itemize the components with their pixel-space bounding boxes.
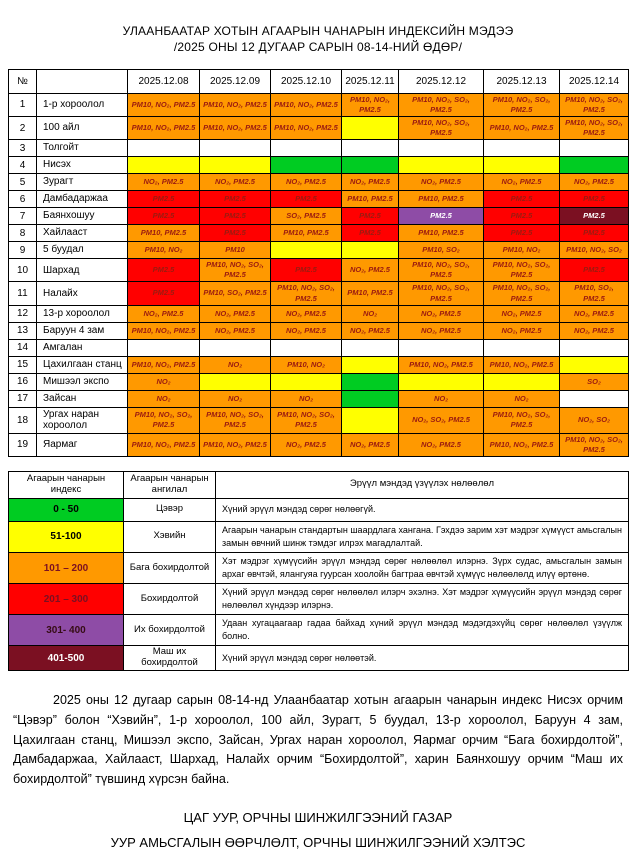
aqi-header-date: 2025.12.08 [128, 69, 200, 93]
aqi-cell: NO₂, PM2.5 [399, 305, 484, 322]
health-effect: Хүний эрүүл мэндэд сөрөг нөлөөтэй. [216, 646, 629, 671]
aqi-cell: PM2.5 [200, 191, 271, 208]
aqi-classification: Бохирдолтой [124, 584, 216, 615]
aqi-header-row [9, 69, 629, 93]
report-footer [0, 806, 636, 855]
aqi-cell [484, 157, 560, 174]
legend-row [9, 553, 629, 584]
aqi-table [8, 69, 629, 457]
aqi-cell: PM10, NO₂, PM2.5 [200, 116, 271, 139]
aqi-cell: PM10, NO₂, PM2.5 [271, 116, 342, 139]
station-name: Дамбадаржаа [37, 191, 128, 208]
row-number: 13 [9, 322, 37, 339]
aqi-cell [271, 157, 342, 174]
station-name: Цахилгаан станц [37, 356, 128, 373]
table-row [9, 282, 629, 305]
aqi-range: 51-100 [9, 521, 124, 552]
aqi-cell: PM2.5 [128, 208, 200, 225]
health-effect: Агаарын чанарын стандартын шаардлага хангана. Гэхдээ зарим хэт мэдрэг хүмүүст амьсгалын замын өвчний шинж тэмдэг илрэх магадлалтай. [216, 521, 629, 552]
summary-paragraph: 2025 оны 12 дугаар сарын 08-14-нд Улаанбаатар хотын агаарын чанарын индекс Нисэх орчим “Цэвэр” болон “Хэвийн”, 1-р хороолол, 100 айл, Зурагт, 5 буудал, 13-р хороолол, Баруун 4 зам, Цахилгаан станц, Мишээл экспо, Зайсан, Ургах наран хороолол, Яармаг орчим “Бага бохирдолтой”, Дамбадаржаа, Хайлааст, Шархад, Налайх орчим “Бохирдолтой”, харин Баянхошуу орчим “Маш их бохирдолтой” түвшинд хүрсэн байна. [13, 693, 623, 787]
table-row [9, 242, 629, 259]
aqi-classification: Бага бохирдолтой [124, 553, 216, 584]
row-number: 1 [9, 93, 37, 116]
aqi-cell: PM10, NO₂, PM2.5 [271, 93, 342, 116]
table-row [9, 191, 629, 208]
aqi-cell: PM10, NO₂, PM2.5 [342, 93, 399, 116]
aqi-cell [342, 140, 399, 157]
aqi-cell: NO₂, PM2.5 [128, 305, 200, 322]
aqi-cell: NO₂ [342, 305, 399, 322]
aqi-cell: NO₂, PM2.5 [484, 305, 560, 322]
row-number: 9 [9, 242, 37, 259]
aqi-cell: PM10, NO₂, SO₂, PM2.5 [560, 93, 629, 116]
aqi-cell: NO₂, PM2.5 [399, 433, 484, 456]
aqi-cell [484, 339, 560, 356]
aqi-cell: NO₂, PM2.5 [271, 174, 342, 191]
aqi-cell: NO₂, PM2.5 [271, 322, 342, 339]
station-name: Ургах наран хороолол [37, 407, 128, 433]
aqi-cell [200, 373, 271, 390]
station-name: Яармаг [37, 433, 128, 456]
table-row [9, 93, 629, 116]
aqi-cell: PM10, NO₂, SO₂, PM2.5 [560, 433, 629, 456]
legend-row [9, 615, 629, 646]
aqi-cell: NO₂, PM2.5 [484, 174, 560, 191]
aqi-header-date: 2025.12.14 [560, 69, 629, 93]
aqi-cell: PM10, NO₂, SO₂, PM2.5 [484, 259, 560, 282]
aqi-cell: PM10, NO₂, SO₂ [560, 242, 629, 259]
aqi-cell [560, 339, 629, 356]
aqi-cell: PM2.5 [200, 208, 271, 225]
station-name: Налайх [37, 282, 128, 305]
table-row [9, 339, 629, 356]
aqi-cell [484, 373, 560, 390]
aqi-cell: PM2.5 [128, 191, 200, 208]
aqi-range: 101 – 200 [9, 553, 124, 584]
aqi-cell: PM2.5 [560, 259, 629, 282]
aqi-cell: PM2.5 [342, 208, 399, 225]
aqi-header-date: 2025.12.10 [271, 69, 342, 93]
row-number: 7 [9, 208, 37, 225]
aqi-header-date: 2025.12.09 [200, 69, 271, 93]
aqi-cell: PM10, NO₂, SO₂, PM2.5 [271, 407, 342, 433]
aqi-cell: PM2.5 [484, 208, 560, 225]
aqi-range: 0 - 50 [9, 498, 124, 521]
aqi-cell: NO₂ [128, 390, 200, 407]
aqi-cell: PM2.5 [484, 225, 560, 242]
aqi-cell [342, 373, 399, 390]
aqi-header-date: 2025.12.12 [399, 69, 484, 93]
aqi-legend-table [8, 471, 629, 671]
aqi-classification: Их бохирдолтой [124, 615, 216, 646]
station-name: Мишээл экспо [37, 373, 128, 390]
aqi-cell: NO₂, SO₂, PM2.5 [399, 407, 484, 433]
aqi-cell: NO₂, PM2.5 [342, 433, 399, 456]
aqi-cell: PM2.5 [128, 259, 200, 282]
legend-table-body [9, 498, 629, 670]
aqi-cell: NO₂ [200, 356, 271, 373]
aqi-cell: NO₂, PM2.5 [560, 322, 629, 339]
aqi-cell: NO₂, SO₂ [560, 407, 629, 433]
row-number: 3 [9, 140, 37, 157]
aqi-cell: PM10, NO₂, PM2.5 [128, 93, 200, 116]
station-name: 13-р хороолол [37, 305, 128, 322]
table-row [9, 116, 629, 139]
aqi-cell: PM10, NO₂, SO₂, PM2.5 [271, 282, 342, 305]
aqi-header-num: № [9, 69, 37, 93]
row-number: 19 [9, 433, 37, 456]
aqi-cell [200, 339, 271, 356]
table-row [9, 356, 629, 373]
aqi-range: 301- 400 [9, 615, 124, 646]
aqi-cell: NO₂ [484, 390, 560, 407]
row-number: 12 [9, 305, 37, 322]
table-row [9, 305, 629, 322]
aqi-classification: Маш их бохирдолтой [124, 646, 216, 671]
table-row [9, 140, 629, 157]
aqi-cell: NO₂, PM2.5 [560, 174, 629, 191]
aqi-cell: PM10, PM2.5 [399, 225, 484, 242]
aqi-cell [484, 140, 560, 157]
aqi-cell: NO₂ [399, 390, 484, 407]
legend-table-head [9, 471, 629, 498]
legend-row [9, 646, 629, 671]
aqi-cell: NO₂, PM2.5 [271, 433, 342, 456]
aqi-cell: PM10, NO₂, PM2.5 [128, 433, 200, 456]
aqi-cell: PM2.5 [128, 282, 200, 305]
row-number: 15 [9, 356, 37, 373]
table-row [9, 225, 629, 242]
aqi-cell: PM10, NO₂, SO₂, PM2.5 [484, 407, 560, 433]
table-row [9, 259, 629, 282]
aqi-cell: PM10, NO₂, SO₂, PM2.5 [484, 282, 560, 305]
table-row [9, 390, 629, 407]
aqi-cell [271, 373, 342, 390]
aqi-classification: Цэвэр [124, 498, 216, 521]
aqi-cell: NO₂, PM2.5 [200, 322, 271, 339]
aqi-cell: PM10 [200, 242, 271, 259]
aqi-cell: PM10, NO₂, SO₂, PM2.5 [200, 259, 271, 282]
station-name: Нисэх [37, 157, 128, 174]
health-effect: Хэт мэдрэг хүмүүсийн эрүүл мэндэд сөрөг нөлөөлөл илэрнэ. Зүрх судас, амьсгалын замын архаг өвчтэй, ялангуяа гуурсан хоолойн багтраа өвчтэй хүмүүс нөлөөлөлд илүү өртөнө. [216, 553, 629, 584]
aqi-cell: PM10, NO₂, SO₂, PM2.5 [128, 407, 200, 433]
aqi-cell: PM10, NO₂, PM2.5 [128, 356, 200, 373]
aqi-header-name [37, 69, 128, 93]
aqi-cell: SO₂ [560, 373, 629, 390]
table-row [9, 322, 629, 339]
row-number: 5 [9, 174, 37, 191]
aqi-table-body [9, 93, 629, 456]
aqi-cell: NO₂, PM2.5 [399, 174, 484, 191]
aqi-cell: PM10, NO₂ [484, 242, 560, 259]
row-number: 4 [9, 157, 37, 174]
aqi-cell: NO₂, PM2.5 [128, 174, 200, 191]
aqi-cell [342, 356, 399, 373]
station-name: Баруун 4 зам [37, 322, 128, 339]
aqi-cell: PM2.5 [271, 191, 342, 208]
report-title [0, 24, 636, 56]
aqi-cell: PM2.5 [200, 225, 271, 242]
station-name: Шархад [37, 259, 128, 282]
aqi-cell: PM10, PM2.5 [128, 225, 200, 242]
aqi-cell: PM10, NO₂, SO₂, PM2.5 [399, 282, 484, 305]
aqi-cell [399, 157, 484, 174]
aqi-cell [560, 140, 629, 157]
health-effect: Хүний эрүүл мэндэд сөрөг нөлөөлөл илэрч эхэлнэ. Хэт мэдрэг хүмүүсийн эрүүл мэндэд сөрөг нөлөөлөл хүндээр илэрнэ. [216, 584, 629, 615]
row-number: 18 [9, 407, 37, 433]
aqi-cell: PM10, PM2.5 [399, 191, 484, 208]
table-row [9, 174, 629, 191]
aqi-cell [200, 140, 271, 157]
row-number: 6 [9, 191, 37, 208]
aqi-cell: PM10, NO₂ [271, 356, 342, 373]
aqi-cell: PM10, PM2.5 [342, 191, 399, 208]
legend-row [9, 584, 629, 615]
aqi-cell [399, 339, 484, 356]
aqi-cell: PM10, SO₂, PM2.5 [560, 282, 629, 305]
legend-row [9, 521, 629, 552]
legend-header: Эрүүл мэндэд үзүүлэх нөлөөлөл [216, 471, 629, 498]
table-row [9, 407, 629, 433]
aqi-cell [342, 407, 399, 433]
table-row [9, 157, 629, 174]
aqi-cell: PM10, SO₂ [399, 242, 484, 259]
aqi-header-date: 2025.12.13 [484, 69, 560, 93]
aqi-cell: PM10, NO₂, PM2.5 [484, 356, 560, 373]
aqi-cell: NO₂ [271, 390, 342, 407]
aqi-cell [399, 373, 484, 390]
aqi-table-head [9, 69, 629, 93]
aqi-cell: NO₂, PM2.5 [342, 259, 399, 282]
aqi-cell [342, 116, 399, 139]
aqi-cell: PM10, NO₂, PM2.5 [200, 433, 271, 456]
aqi-cell: PM2.5 [342, 225, 399, 242]
aqi-cell: PM10, NO₂, PM2.5 [484, 116, 560, 139]
aqi-cell: NO₂, PM2.5 [342, 322, 399, 339]
aqi-cell [342, 242, 399, 259]
station-name: Амгалан [37, 339, 128, 356]
legend-header: Агаарын чанарын индекс [9, 471, 124, 498]
aqi-cell [271, 339, 342, 356]
aqi-cell: PM10, NO₂, PM2.5 [399, 356, 484, 373]
aqi-cell [560, 356, 629, 373]
aqi-header-date: 2025.12.11 [342, 69, 399, 93]
row-number: 10 [9, 259, 37, 282]
aqi-cell: SO₂, PM2.5 [271, 208, 342, 225]
station-name: Зайсан [37, 390, 128, 407]
aqi-cell [128, 157, 200, 174]
station-name: Баянхошуу [37, 208, 128, 225]
aqi-cell [560, 157, 629, 174]
row-number: 8 [9, 225, 37, 242]
aqi-cell: PM2.5 [484, 191, 560, 208]
aqi-cell: NO₂ [200, 390, 271, 407]
aqi-cell: PM2.5 [560, 225, 629, 242]
station-name: 1-р хороолол [37, 93, 128, 116]
health-effect: Удаан хугацаагаар гадаа байхад хүний эрүүл мэндэд мэдэгдэхүйц сөрөг нөлөөлөл үзүүлж болно. [216, 615, 629, 646]
aqi-cell: PM10, NO₂, SO₂, PM2.5 [200, 407, 271, 433]
health-effect: Хүний эрүүл мэндэд сөрөг нөлөөгүй. [216, 498, 629, 521]
table-row [9, 208, 629, 225]
aqi-cell: PM2.5 [271, 259, 342, 282]
aqi-cell: NO₂ [128, 373, 200, 390]
aqi-cell [399, 140, 484, 157]
station-name: Толгойт [37, 140, 128, 157]
row-number: 16 [9, 373, 37, 390]
legend-header-row [9, 471, 629, 498]
aqi-cell: NO₂, PM2.5 [560, 305, 629, 322]
report-title-line2: /2025 ОНЫ 12 ДУГААР САРЫН 08-14-НИЙ ӨДӨР/ [173, 39, 463, 54]
aqi-cell: NO₂, PM2.5 [271, 305, 342, 322]
aqi-cell: PM10, NO₂, SO₂, PM2.5 [399, 93, 484, 116]
aqi-cell: PM2.5 [399, 208, 484, 225]
aqi-cell: NO₂, PM2.5 [200, 174, 271, 191]
aqi-cell: PM10, SO₂, PM2.5 [200, 282, 271, 305]
table-row [9, 373, 629, 390]
aqi-cell: PM10, NO₂, SO₂, PM2.5 [484, 93, 560, 116]
aqi-cell [128, 339, 200, 356]
aqi-cell [342, 157, 399, 174]
report-title-line1: УЛААНБААТАР ХОТЫН АГААРЫН ЧАНАРЫН ИНДЕКСИЙН МЭДЭЭ [122, 24, 514, 38]
aqi-cell: NO₂, PM2.5 [399, 322, 484, 339]
aqi-cell: PM10, NO₂, SO₂, PM2.5 [560, 116, 629, 139]
aqi-cell: PM10, NO₂, PM2.5 [128, 116, 200, 139]
table-row [9, 433, 629, 456]
aqi-classification: Хэвийн [124, 521, 216, 552]
aqi-cell [560, 390, 629, 407]
aqi-cell [271, 242, 342, 259]
aqi-cell: NO₂, PM2.5 [342, 174, 399, 191]
footer-department: УУР АМЬСГАЛЫН ӨӨРЧЛӨЛТ, ОРЧНЫ ШИНЖИЛГЭЭНИЙ ХЭЛТЭС [110, 834, 526, 850]
row-number: 14 [9, 339, 37, 356]
aqi-cell: NO₂, PM2.5 [200, 305, 271, 322]
row-number: 11 [9, 282, 37, 305]
aqi-cell [271, 140, 342, 157]
aqi-cell: PM10, NO₂ [128, 242, 200, 259]
footer-agency: ЦАГ УУР, ОРЧНЫ ШИНЖИЛГЭЭНИЙ ГАЗАР [183, 809, 453, 825]
legend-row [9, 498, 629, 521]
legend-header: Агаарын чанарын ангилал [124, 471, 216, 498]
row-number: 17 [9, 390, 37, 407]
aqi-cell: PM10, NO₂, PM2.5 [484, 433, 560, 456]
aqi-cell: NO₂, PM2.5 [484, 322, 560, 339]
aqi-cell: PM10, PM2.5 [271, 225, 342, 242]
station-name: Хайлааст [37, 225, 128, 242]
aqi-cell: PM10, NO₂, SO₂, PM2.5 [399, 259, 484, 282]
aqi-cell [342, 390, 399, 407]
aqi-cell: PM10, PM2.5 [342, 282, 399, 305]
aqi-cell: PM10, NO₂, PM2.5 [200, 93, 271, 116]
station-name: 100 айл [37, 116, 128, 139]
aqi-cell [342, 339, 399, 356]
aqi-cell: PM2.5 [560, 208, 629, 225]
aqi-cell: PM10, NO₂, PM2.5 [128, 322, 200, 339]
aqi-cell: PM10, NO₂, SO₂, PM2.5 [399, 116, 484, 139]
aqi-cell: PM2.5 [560, 191, 629, 208]
aqi-cell [200, 157, 271, 174]
aqi-range: 201 – 300 [9, 584, 124, 615]
station-name: Зурагт [37, 174, 128, 191]
aqi-cell [128, 140, 200, 157]
aqi-range: 401-500 [9, 646, 124, 671]
row-number: 2 [9, 116, 37, 139]
station-name: 5 буудал [37, 242, 128, 259]
